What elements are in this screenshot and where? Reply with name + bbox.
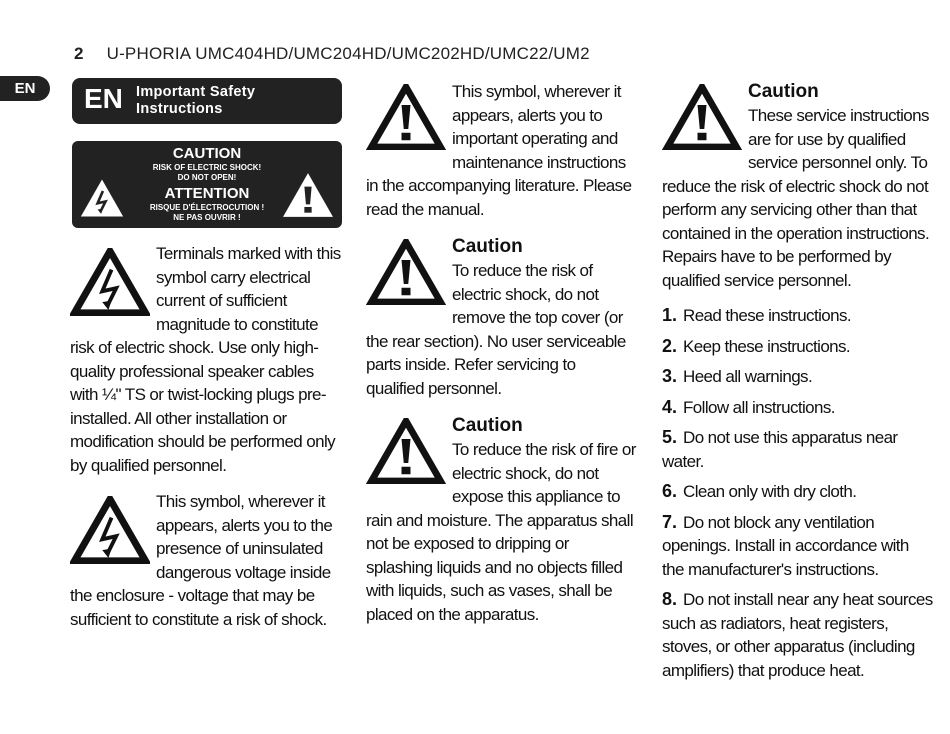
list-item-number: 1. — [662, 305, 678, 325]
list-item — [662, 511, 934, 582]
voltage-warning-text: This symbol, wherever it appears, alerts you to the presence of uninsulated dangerous voltage inside the enclosure - voltage that may be sufficient to constitute a risk of shock. — [70, 492, 333, 629]
caution-moisture-title: Caution — [452, 415, 523, 436]
list-item-number: 3. — [662, 366, 678, 386]
list-item — [662, 396, 934, 420]
column-3 — [662, 80, 934, 689]
operating-instructions-text: This symbol, wherever it appears, alerts you to important operating and maintenance instructions in the accompanying literature. Please read the manual. — [366, 82, 632, 219]
list-item-text: Do not block any ventilation openings. Install in accordance with the manufacturer's instructions. — [662, 512, 909, 579]
caution-sub-fr-1: RISQUE D'ÉLECTROCUTION ! — [149, 203, 265, 212]
exclamation-warning-icon — [662, 84, 742, 150]
operating-instructions-paragraph — [366, 80, 636, 221]
caution-sub-en-2: DO NOT OPEN! — [177, 173, 237, 182]
language-tab: EN — [0, 76, 50, 101]
terminal-warning-text: Terminals marked with this symbol carry electrical current of sufficient magnitude to constitute risk of electric shock. Use only high-quality professional speaker cables with ¼" TS or twist-locking plugs pre-installed. All other installation or modification should be performed only by qualified personnel. — [70, 244, 341, 475]
list-item — [662, 335, 934, 359]
list-item-number: 7. — [662, 511, 678, 532]
banner-title — [136, 84, 255, 118]
exclamation-warning-icon — [366, 418, 446, 484]
page-number: 2 — [74, 44, 84, 63]
manual-title: U-PHORIA UMC404HD/UMC204HD/UMC202HD/UMC22/UM2 — [106, 44, 590, 63]
caution-subtitle-en — [72, 163, 342, 183]
voltage-warning-paragraph — [70, 477, 342, 631]
lightning-warning-icon — [70, 248, 150, 316]
caution-subtitle-fr — [72, 203, 342, 223]
list-item — [662, 480, 934, 504]
list-item-text: Keep these instructions. — [683, 336, 851, 356]
list-item-number: 6. — [662, 481, 678, 501]
list-item-number: 4. — [662, 396, 678, 417]
list-item-text: Do not install near any heat sources such as radiators, heat registers, stoves, or other apparatus (including amplifiers) that produce heat. — [662, 590, 933, 680]
exclamation-warning-icon — [366, 239, 446, 305]
page-header — [74, 44, 590, 64]
caution-title-en: CAUTION — [172, 145, 242, 162]
list-item — [662, 426, 934, 473]
list-item-text: Follow all instructions. — [683, 397, 835, 417]
list-item — [662, 588, 934, 682]
caution-sub-fr-2: NE PAS OUVRIR ! — [173, 213, 241, 222]
safety-banner — [72, 78, 342, 124]
list-item-number: 8. — [662, 589, 678, 609]
list-item-text: Do not use this apparatus near water. — [662, 428, 898, 471]
list-item-text: Read these instructions. — [683, 306, 851, 325]
list-item — [662, 304, 934, 328]
caution-moisture-text: To reduce the risk of fire or electric shock, do not expose this appliance to rain and moisture. The apparatus shall not be exposed to dripping or splashing liquids and no objects filled with liquids, such as vases, shall be placed on the apparatus. — [366, 440, 636, 624]
list-item-number: 5. — [662, 427, 678, 447]
list-item — [662, 365, 934, 389]
lightning-warning-icon — [70, 496, 150, 564]
list-item-number: 2. — [662, 335, 678, 356]
list-item-text: Heed all warnings. — [683, 367, 813, 386]
terminal-warning-paragraph — [70, 242, 342, 477]
banner-title-line1: Important Safety — [136, 84, 256, 100]
exclamation-warning-icon — [366, 84, 446, 150]
caution-service-paragraph — [662, 80, 934, 292]
caution-cover-text: To reduce the risk of electric shock, do not remove the top cover (or the rear section). No user serviceable parts inside. Refer servicing to qualified personnel. — [366, 261, 626, 398]
caution-service-title: Caution — [748, 81, 819, 102]
caution-title-fr: ATTENTION — [164, 185, 250, 202]
caution-cover-paragraph — [366, 221, 636, 400]
list-item-text: Clean only with dry cloth. — [683, 482, 857, 501]
caution-moisture-paragraph — [366, 400, 636, 626]
column-2 — [366, 80, 636, 626]
banner-title-line2: Instructions — [136, 101, 223, 117]
caution-cover-title: Caution — [452, 236, 523, 257]
banner-lang: EN — [84, 83, 123, 114]
caution-service-text: These service instructions are for use by qualified service personnel only. To reduce the risk of electric shock do not perform any servicing other than that contained in the operation instructions. Repairs have to be performed by qualified service personnel. — [662, 106, 930, 290]
safety-instructions-list — [662, 304, 934, 682]
caution-label-box — [72, 141, 342, 228]
column-1 — [70, 242, 342, 631]
caution-sub-en-1: RISK OF ELECTRIC SHOCK! — [152, 163, 262, 172]
